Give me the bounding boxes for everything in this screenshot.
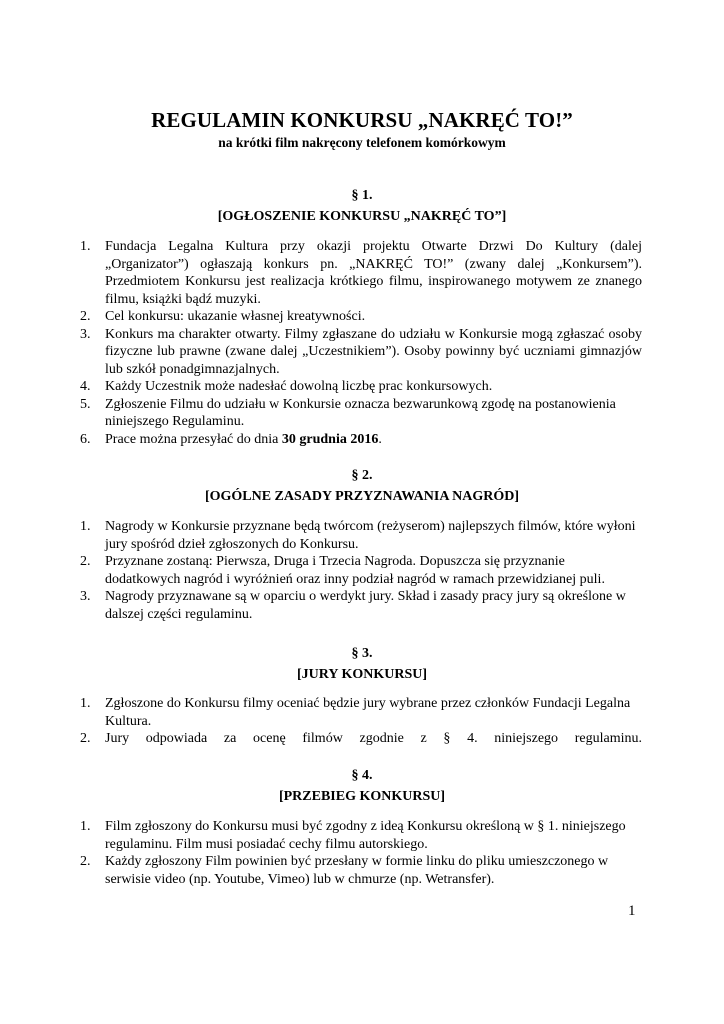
list-item: 2. Cel konkursu: ukazanie własnej kreatywności.: [80, 309, 366, 324]
list-item: 1. Zgłoszone do Konkursu filmy oceniać będzie jury wybrane przez członków Fundacji Legalna Kultura.: [80, 696, 631, 729]
list-item: 2. Jury odpowiada za ocenę filmów zgodnie z § 4. niniejszego regulaminu.: [80, 731, 642, 746]
section-heading: [OGŁOSZENIE KONKURSU „NAKRĘĆ TO”]: [217, 209, 507, 224]
list-item: 1. Nagrody w Konkursie przyznane będą twórcom (reżyserom) najlepszych filmów, które wyłoni jury spośród dzieł zgłoszonych do Konkursu.: [80, 519, 636, 552]
section-number: § 1.: [351, 188, 373, 203]
section-number: § 3.: [351, 646, 373, 661]
list-item: 2. Każdy zgłoszony Film powinien być przesłany w formie linku do pliku umieszczonego w serwisie video (np. Youtube, Vimeo) lub w chmurze (np. Wetransfer).: [80, 854, 609, 887]
list-item: 3. Konkurs ma charakter otwarty. Filmy zgłaszane do udziału w Konkursie mogą zgłaszać osoby fizyczne lub prawne (zwane dalej „Uczestnikiem”). Osoby powinny być uczniami gimnazjów lub szkół ponadgimnazjalnych.: [80, 326, 642, 377]
document-title: REGULAMIN KONKURSU „NAKRĘĆ TO!”: [151, 108, 573, 132]
list-item: 2. Przyznane zostaną: Pierwsza, Druga i Trzecia Nagroda. Dopuszcza się przyznanie dodatkowych nagród i wyróżnień oraz inny podział nagród w ramach przewidzianej puli.: [80, 554, 605, 587]
section-heading: [PRZEBIEG KONKURSU]: [278, 789, 446, 804]
list-item: 4. Każdy Uczestnik może nadesłać dowolną liczbę prac konkursowych.: [80, 379, 493, 394]
section-number: § 4.: [351, 768, 373, 783]
section-4-list: [80, 818, 642, 888]
section-number: § 2.: [351, 468, 373, 483]
deadline-date: 30 grudnia 2016: [281, 431, 379, 447]
section-3-list: [80, 695, 642, 748]
list-item: 1. Film zgłoszony do Konkursu musi być zgodny z ideą Konkursu określoną w § 1. niniejszego regulaminu. Film musi posiadać cechy filmu autorskiego.: [80, 819, 626, 852]
list-item: 5. Zgłoszenie Filmu do udziału w Konkursie oznacza bezwarunkową zgodę na postanowienia niniejszego Regulaminu.: [80, 396, 616, 429]
section-3-header: [0, 645, 724, 683]
section-4-header: [0, 767, 724, 805]
list-item: 1. Fundacja Legalna Kultura przy okazji projektu Otwarte Drzwi Do Kultury (dalej „Organizator”) ogłaszają konkurs pn. „NAKRĘĆ TO!” (zwany dalej „Konkursem”). Przedmiotem Konkursu jest realizacja krótkiego filmu, inspirowanego motywem ze znanego filmu, książki bądź muzyki.: [80, 239, 642, 307]
section-heading: [OGÓLNE ZASADY PRZYZNAWANIA NAGRÓD]: [204, 489, 520, 504]
section-1-header: [0, 187, 724, 225]
list-item: 3. Nagrody przyznawane są w oparciu o werdykt jury. Skład i zasady pracy jury są określone w dalszej części regulaminu.: [80, 589, 626, 622]
section-1-list: [80, 238, 642, 448]
section-heading: [JURY KONKURSU]: [296, 667, 428, 682]
section-2-header: [0, 467, 724, 505]
section-2-list: [80, 518, 642, 623]
list-item: 6. Prace można przesyłać do dnia 30 grudnia 2016.: [80, 431, 382, 447]
page-number: 1: [628, 903, 636, 919]
document-subtitle: na krótki film nakręcony telefonem komórkowym: [218, 135, 506, 150]
